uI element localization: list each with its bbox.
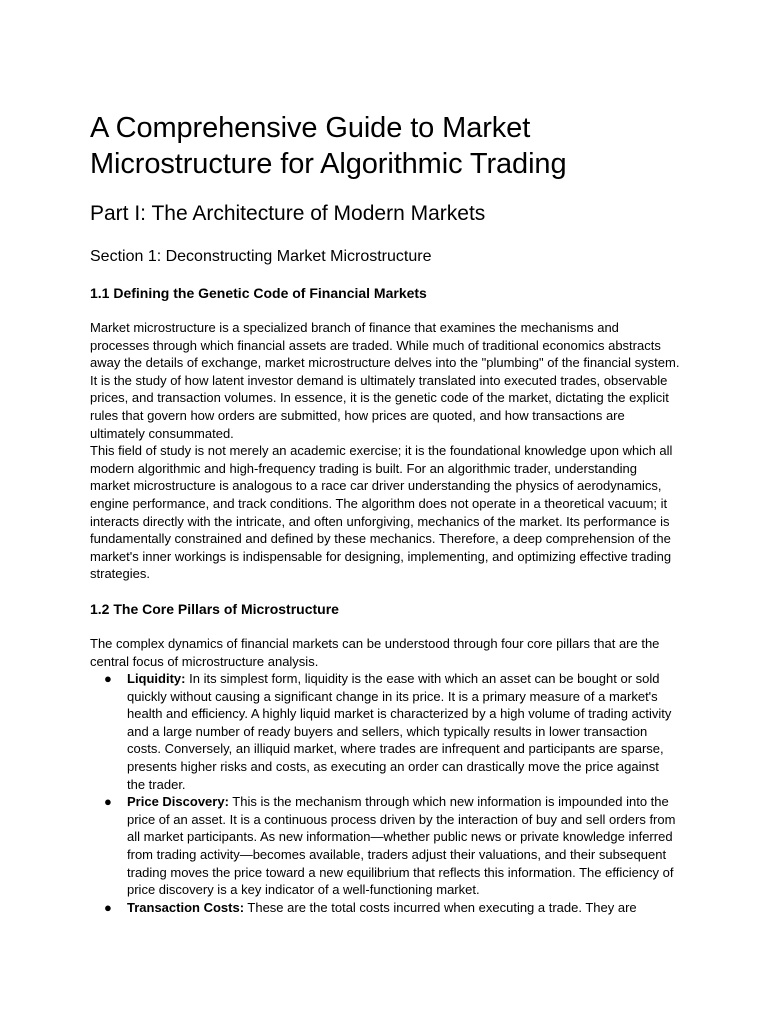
paragraph: This field of study is not merely an academic exercise; it is the foundational knowledge upon which all modern algorithmic and high-frequency trading is built. For an algorithmic trader, understanding market microstructure is analogous to a race car driver understanding the physics of aerodynamics, engine performance, and track conditions. The algorithm does not operate in a theoretical vacuum; it interacts directly with the intricate, and often unforgiving, mechanics of the market. Its performance is fundamentally constrained and defined by these mechanics. Therefore, a deep comprehension of the market's inner workings is indispensable for designing, implementing, and optimizing effective trading strategies. xyxy=(90,443,673,582)
paragraph: The complex dynamics of financial markets can be understood through four core pillars that are the central focus of microstructure analysis. xyxy=(90,635,660,669)
section-heading: Section 1: Deconstructing Market Microstructure xyxy=(90,248,432,265)
subsection-heading: 1.2 The Core Pillars of Microstructure xyxy=(90,600,339,617)
paragraph: Market microstructure is a specialized branch of finance that examines the mechanisms and processes through which financial assets are traded. While much of traditional economics abstracts away the details of exchange, market microstructure delves into the "plumbing" of the financial system. It is the study of how latent investor demand is ultimately translated into executed trades, observable prices, and transaction volumes. In essence, it is the genetic code of the market, dictating the explicit rules that govern how orders are submitted, how prices are quoted, and how transactions are ultimately consummated. xyxy=(90,320,680,441)
list-item-text: These are the total costs incurred when executing a trade. They are xyxy=(244,899,637,915)
bullet-icon: ● xyxy=(104,794,112,810)
subsection-heading: 1.1 Defining the Genetic Code of Financial Markets xyxy=(90,285,427,301)
pillars-list xyxy=(90,670,680,916)
list-item-term: Price Discovery: xyxy=(127,794,229,810)
document-page xyxy=(90,110,680,916)
list-item xyxy=(90,899,680,917)
bullet-icon: ● xyxy=(104,671,112,687)
list-item-term: Liquidity: xyxy=(127,671,186,687)
list-item xyxy=(90,793,680,899)
bullet-icon: ● xyxy=(104,899,112,915)
list-item xyxy=(90,670,680,793)
list-item-term: Transaction Costs: xyxy=(127,899,245,915)
part-heading: Part I: The Architecture of Modern Markets xyxy=(90,202,486,225)
document-title: A Comprehensive Guide to Market Microstructure for Algorithmic Trading xyxy=(90,112,567,180)
list-item-text: In its simplest form, liquidity is the ease with which an asset can be bought or sold quickly without causing a significant change in its price. It is a primary measure of a market's health and efficiency. A highly liquid market is characterized by a high volume of trading activity and a large number of ready buyers and sellers, which typically results in lower transaction costs. Conversely, an illiquid market, where trades are infrequent and participants are sparse, presents higher risks and costs, as executing an order can drastically move the price against the trader. xyxy=(127,671,672,792)
list-item-text: This is the mechanism through which new information is impounded into the price of an asset. It is a continuous process driven by the interaction of buy and sell orders from all market participants. As new information—whether public news or private knowledge inferred from trading activity—becomes available, traders adjust their valuations, and their subsequent trading moves the price toward a new equilibrium that reflects this information. The efficiency of price discovery is a key indicator of a well-functioning market. xyxy=(127,794,676,898)
